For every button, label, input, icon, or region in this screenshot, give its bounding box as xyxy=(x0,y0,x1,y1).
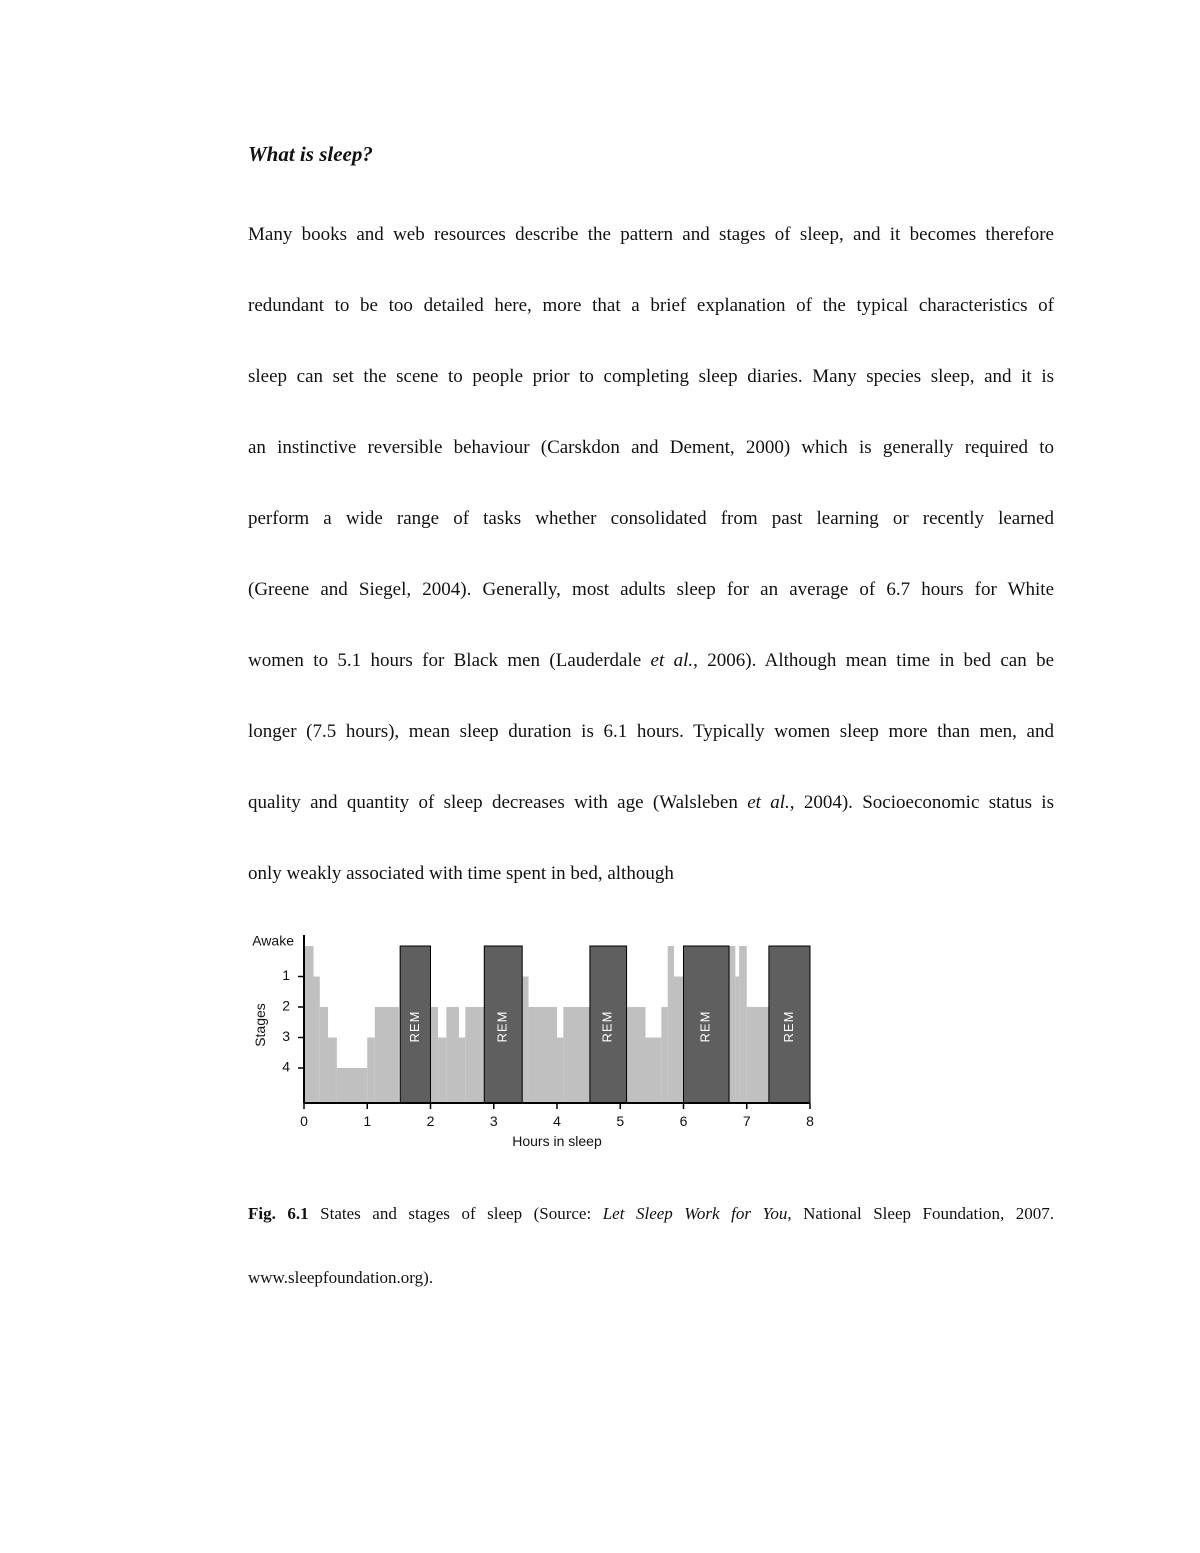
italic-text: et al. xyxy=(747,792,790,813)
stage-area-step xyxy=(747,1007,769,1103)
x-tick-label: 0 xyxy=(300,1113,308,1129)
body-line xyxy=(248,643,1054,714)
rem-label: REM xyxy=(697,1010,713,1043)
body-line xyxy=(248,359,1054,430)
body-line xyxy=(248,572,1054,643)
body-line xyxy=(248,288,1054,359)
stage-area-step xyxy=(739,946,747,1103)
stage-area-step xyxy=(375,1007,399,1103)
stage-area-step xyxy=(735,977,739,1104)
text-run: , 2004). Socioeconomic status is xyxy=(789,792,1054,813)
x-tick-label: 4 xyxy=(553,1113,561,1129)
x-tick-label: 7 xyxy=(742,1113,751,1129)
text-run: States and stages of sleep (Source: xyxy=(308,1204,603,1223)
x-tick-label: 1 xyxy=(363,1113,372,1129)
text-run: perform a wide range of tasks whether consolidated from past learning or recently learned xyxy=(248,508,1054,529)
stage-area-step xyxy=(627,1007,646,1103)
y-tick-label: 4 xyxy=(282,1058,290,1075)
stage-area-step xyxy=(557,1038,563,1104)
stage-area-step xyxy=(522,977,528,1104)
rem-label: REM xyxy=(599,1010,615,1043)
italic-text: Let Sleep Work for You xyxy=(602,1204,788,1223)
y-tick-label: 1 xyxy=(282,967,290,984)
x-tick-label: 2 xyxy=(426,1113,435,1129)
text-run: quality and quantity of sleep decreases with age (Walsleben xyxy=(248,792,748,813)
text-run: an instinctive reversible behaviour (Carskdon and Dement, 2000) which is generally required to xyxy=(248,437,1054,458)
text-run: , 2006). Although mean time in bed can be xyxy=(693,650,1055,671)
x-tick-label: 3 xyxy=(489,1113,498,1129)
sleep-stages-figure xyxy=(240,925,840,1165)
text-run: women to 5.1 hours for Black men (Lauderdale xyxy=(248,650,651,671)
text-run: sleep can set the scene to people prior to completing sleep diaries. Many species sleep, and it is xyxy=(248,366,1054,387)
x-tick-label: 6 xyxy=(679,1113,688,1129)
body-line xyxy=(248,856,1054,927)
stage-area-step xyxy=(459,1038,465,1104)
stage-area-step xyxy=(304,946,313,1103)
stage-area-step xyxy=(438,1038,446,1104)
stage-area-step xyxy=(729,946,735,1103)
stage-area-step xyxy=(446,1007,459,1103)
x-axis-title: Hours in sleep xyxy=(512,1133,602,1149)
caption-line xyxy=(248,1262,1054,1326)
stage-area-step xyxy=(367,1038,375,1104)
text-run: Many books and web resources describe the pattern and stages of sleep, and it becomes therefore xyxy=(248,224,1054,245)
stage-area-step xyxy=(563,1007,590,1103)
body-paragraph xyxy=(248,217,1054,927)
stage-area-step xyxy=(668,946,674,1103)
stage-area-step xyxy=(674,977,683,1104)
stage-area-step xyxy=(328,1038,337,1104)
bold-text: Fig. 6.1 xyxy=(248,1204,309,1223)
stage-area-step xyxy=(337,1068,367,1103)
rem-label: REM xyxy=(780,1010,796,1043)
stage-area-step xyxy=(320,1007,328,1103)
stage-area-step xyxy=(431,1007,439,1103)
text-run: longer (7.5 hours), mean sleep duration is 6.1 hours. Typically women sleep more than men, and xyxy=(248,721,1054,742)
y-tick-label: 2 xyxy=(282,997,290,1014)
text-run: www.sleepfoundation.org). xyxy=(248,1268,434,1287)
stage-area-step xyxy=(465,1007,484,1103)
y-tick-label: 3 xyxy=(282,1028,290,1045)
text-run: (Greene and Siegel, 2004). Generally, most adults sleep for an average of 6.7 hours for White xyxy=(248,579,1054,600)
text-run: only weakly associated with time spent in bed, although xyxy=(248,863,674,884)
figure-caption xyxy=(248,1198,1054,1326)
text-run: , National Sleep Foundation, 2007. xyxy=(787,1204,1054,1223)
stage-area-step xyxy=(529,1007,557,1103)
body-line xyxy=(248,714,1054,785)
stage-area-step xyxy=(313,977,319,1104)
italic-text: et al. xyxy=(650,650,694,671)
y-tick-label: Awake xyxy=(252,932,294,949)
stage-area-step xyxy=(646,1038,662,1104)
section-heading: What is sleep? xyxy=(248,142,373,166)
body-line xyxy=(248,785,1054,856)
y-axis-title: Stages xyxy=(252,1003,268,1047)
rem-label: REM xyxy=(494,1010,510,1043)
text-run: redundant to be too detailed here, more that a brief explanation of the typical characteristics of xyxy=(248,295,1054,316)
sleep-stages-chart xyxy=(240,925,840,1165)
body-line xyxy=(248,217,1054,288)
caption-line xyxy=(248,1198,1054,1262)
rem-label: REM xyxy=(406,1010,422,1043)
body-line xyxy=(248,430,1054,501)
x-tick-label: 5 xyxy=(616,1113,625,1129)
body-line xyxy=(248,501,1054,572)
x-tick-label: 8 xyxy=(806,1113,814,1129)
stage-area-step xyxy=(661,1007,667,1103)
